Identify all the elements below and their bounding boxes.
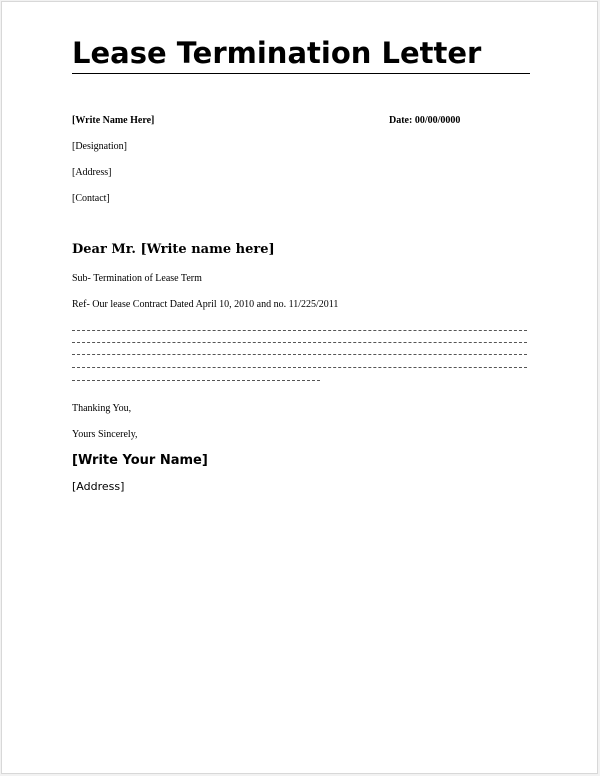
signer-name: [Write Your Name] — [72, 453, 208, 468]
body-placeholder-line — [72, 330, 527, 331]
sender-name: [Write Name Here] — [72, 115, 155, 126]
letter-date: Date: 00/00/0000 — [389, 115, 461, 126]
sender-address: [Address] — [72, 167, 112, 178]
body-placeholder-line — [72, 342, 527, 343]
reference-line: Ref- Our lease Contract Dated April 10, 2010 and no. 11/225/2011 — [72, 299, 339, 310]
body-placeholder-line — [72, 367, 527, 368]
document-page — [1, 1, 598, 774]
closing-sign-off: Yours Sincerely, — [72, 429, 138, 440]
document-title: Lease Termination Letter — [72, 36, 482, 70]
salutation: Dear Mr. [Write name here] — [72, 242, 275, 257]
sender-contact: [Contact] — [72, 193, 110, 204]
subject-line: Sub- Termination of Lease Term — [72, 273, 202, 284]
body-placeholder-line — [72, 380, 320, 381]
sender-designation: [Designation] — [72, 141, 127, 152]
title-underline — [72, 73, 530, 74]
closing-thanks: Thanking You, — [72, 403, 132, 414]
signer-address: [Address] — [72, 480, 125, 493]
body-placeholder-line — [72, 354, 527, 355]
